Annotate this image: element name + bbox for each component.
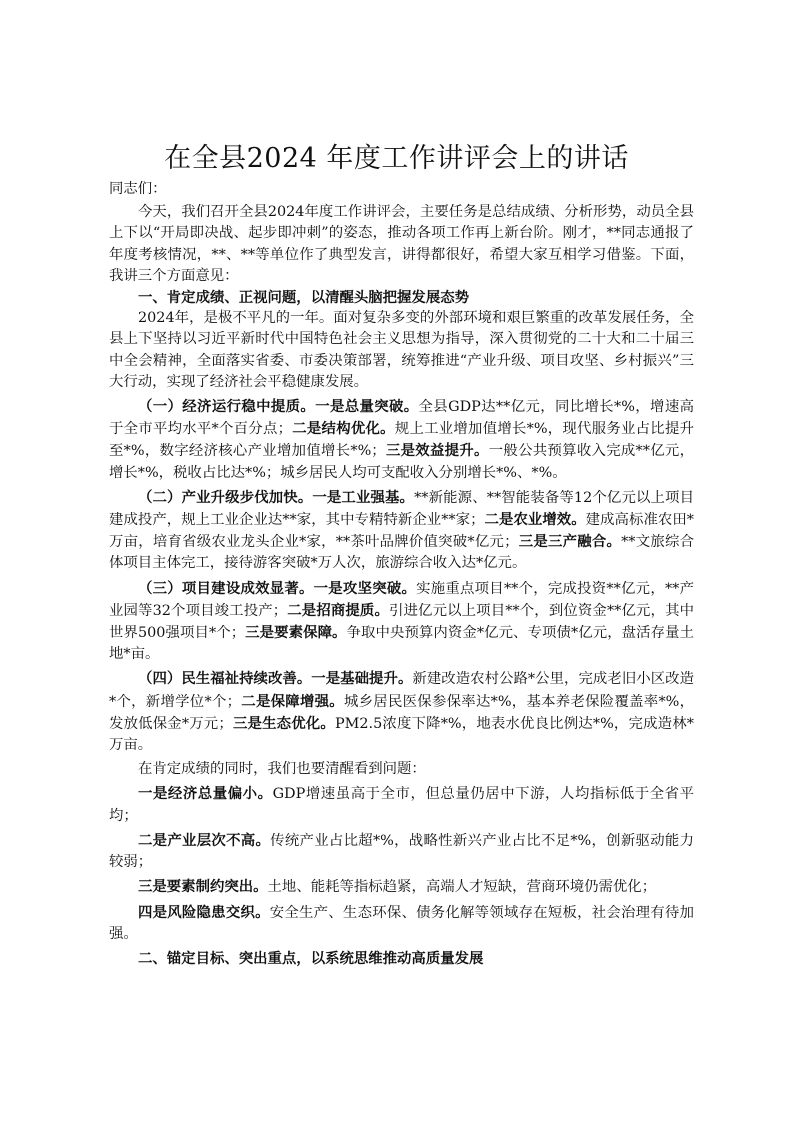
- point-lead: 二是农业增效。: [484, 511, 586, 529]
- point-text: 争取中央预算内资金*亿元、专项债*亿元，盘活存量土地*亩。: [109, 625, 694, 663]
- point-lead: 二是招商提质。: [287, 601, 389, 619]
- salutation: 同志们：: [109, 181, 167, 197]
- section-1-summary: 2024年，是极不平凡的一年。面对复杂多变的外部环境和艰巨繁重的改革发展任务，全县上下坚持以习近平新时代中国特色社会主义思想为指导，深入贯彻党的二十大和二十届三中全会精神，全面落实省委、市委决策部署，统筹推进“产业升级、项目攻坚、乡村振兴”三大行动，实现了经济社会平稳健康发展。: [109, 310, 694, 390]
- achievement-paragraph-1: [109, 396, 694, 484]
- problem-lead: 三是要素制约突出。: [138, 878, 268, 896]
- point-text: 全县GDP达**亿元，同比增长*%，增速高于全市平均水平*个百分点；: [109, 399, 694, 438]
- problem-lead: 一是经济总量偏小。: [138, 785, 273, 803]
- point-text: 引进亿元以上项目**个，到位资金**亿元，其中世界500强项目*个；: [109, 602, 694, 642]
- point-lead: 三是生态优化。: [232, 714, 335, 732]
- achievement-paragraph-3: [109, 578, 694, 666]
- point-text: 实施重点项目**个，完成投资**亿元，**产业园等32个项目竣工投产；: [109, 580, 694, 619]
- subheading: （一）经济运行稳中提质。: [138, 398, 316, 416]
- section-1-heading: 一、肯定成绩、正视问题，以清醒头脑把握发展态势: [138, 289, 469, 307]
- point-lead: 一是工业强基。: [312, 488, 415, 506]
- point-text: 规上工业增加值增长*%，现代服务业占比提升至*%，数字经济核心产业增加值增长*%；: [109, 421, 694, 460]
- problem-lead: 二是产业层次不高。: [138, 831, 271, 849]
- point-text: **文旅综合体项目主体完工，接待游客突破*万人次，旅游综合收入达*亿元。: [109, 534, 694, 572]
- point-lead: 二是保障增强。: [241, 692, 344, 710]
- problem-text: 土地、能耗等指标趋紧，高端人才短缺，营商环境仍需优化；: [267, 879, 657, 896]
- document-title: 在全县2024 年度工作讲评会上的讲话: [164, 143, 629, 174]
- point-lead: 三是要素保障。: [245, 624, 347, 642]
- point-lead: 一是基础提升。: [311, 670, 413, 688]
- problem-lead: 四是风险隐患交织。: [138, 903, 270, 921]
- point-text: 新建改造农村公路*公里，完成老旧小区改造*个，新增学位*个；: [109, 671, 694, 710]
- problem-item-1: [109, 783, 694, 826]
- point-lead: 一是总量突破。: [315, 398, 419, 416]
- problem-text: GDP增速虽高于全市，但总量仍居中下游，人均指标低于全省平均；: [109, 786, 694, 824]
- intro-paragraph: 今天，我们召开全县2024年度工作讲评会，主要任务是总结成绩、分析形势，动员全县上下以“开局即决战、起步即冲刺”的姿态，推动各项工作再上新台阶。刚才，**同志通报了年度考核情况，**、**等单位作了典型发言，讲得都很好，希望大家互相学习借鉴。下面，我讲三个方面意见：: [109, 204, 694, 284]
- point-text: **新能源、**智能装备等12个亿元以上项目建成投产，规上工业企业达**家，其中专精特新企业**家；: [109, 489, 694, 529]
- achievement-paragraph-2: [109, 487, 694, 575]
- point-lead: 二是结构优化。: [291, 420, 395, 438]
- point-text: 一般公共预算收入完成**亿元，增长*%，税收占比达*%；城乡居民人均可支配收入分别增长*%、*%。: [109, 443, 694, 481]
- point-text: 城乡居民医保参保率达*%，基本养老保险覆盖率*%，发放低保金*万元；: [109, 693, 694, 732]
- point-lead: 一是攻坚突破。: [313, 579, 417, 597]
- point-lead: 三是效益提升。: [385, 442, 489, 460]
- subheading: （二）产业升级步伐加快。: [138, 488, 313, 506]
- subheading: （三）项目建设成效显著。: [138, 579, 314, 597]
- point-text: 建成高标准农田*万亩，培育省级农业龙头企业*家，**茶叶品牌价值突破*亿元；: [109, 512, 694, 551]
- subheading: （四）民生福祉持续改善。: [138, 670, 312, 688]
- problems-intro: 在肯定成绩的同时，我们也要清醒看到问题：: [138, 761, 426, 778]
- achievement-paragraph-4: [109, 668, 694, 756]
- problem-item-3: [109, 876, 694, 898]
- point-lead: 三是三产融合。: [518, 533, 622, 551]
- document-body: [109, 179, 694, 969]
- problem-item-2: [109, 830, 694, 873]
- problem-text: 传统产业占比超*%，战略性新兴产业占比不足*%，创新驱动能力较弱；: [109, 832, 694, 871]
- point-text: PM2.5浓度下降*%，地表水优良比例达*%，完成造林*万亩。: [109, 715, 694, 754]
- problem-item-4: [109, 902, 694, 945]
- section-2-heading: 二、锚定目标、突出重点，以系统思维推动高质量发展: [138, 949, 484, 967]
- problem-text: 安全生产、生态环保、债务化解等领域存在短板，社会治理有待加强。: [109, 904, 694, 942]
